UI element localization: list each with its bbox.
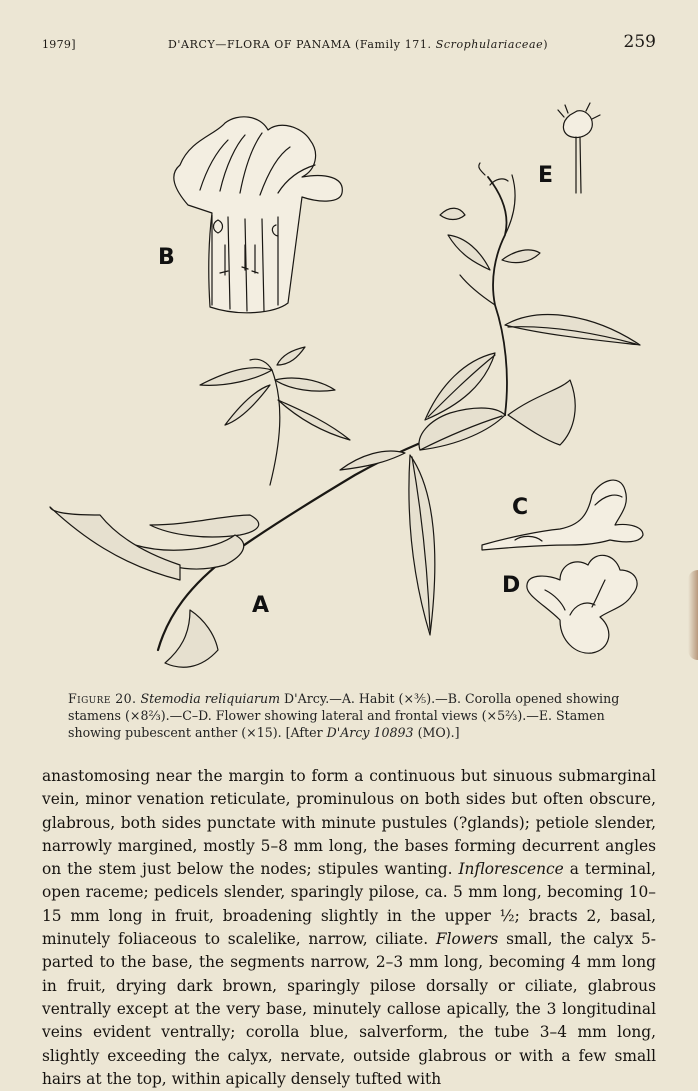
panel-label-d: D xyxy=(502,573,521,598)
botanical-illustration xyxy=(40,95,660,685)
header-year: 1979] xyxy=(42,38,76,51)
flower-frontal-drawing xyxy=(527,555,637,653)
body-text-part-1: anastomosing near the margin to form a continuous but sinuous submarginal vein, minor venation reticulate, prominulous on both sides but often obscure, glabrous, both sides punctate with minute pustules (?glands); petiole slender, narrowly margined, mostly 5–8 mm long, the bases forming decurrent angles on the stem just below the nodes; stipules wanting. xyxy=(42,767,656,879)
page-edge-shadow xyxy=(688,570,698,660)
figure-number: Figure 20. xyxy=(68,691,137,706)
header-title-suffix: ) xyxy=(543,38,549,51)
stamen-drawing xyxy=(558,103,600,193)
plant-drawing xyxy=(40,95,660,685)
corolla-opened-drawing xyxy=(174,117,342,313)
species-name: Stemodia reliquiarum xyxy=(140,691,281,706)
header-title-prefix: D'ARCY—FLORA OF PANAMA (Family 171. xyxy=(168,38,436,51)
panel-label-e: E xyxy=(538,163,554,188)
running-header xyxy=(40,32,658,60)
header-title-family: Scrophulariaceae xyxy=(435,38,544,51)
panel-label-c: C xyxy=(512,495,529,520)
page-number: 259 xyxy=(623,32,656,52)
flower-lateral-drawing xyxy=(482,480,643,550)
panel-label-b: B xyxy=(158,245,175,270)
collector-number: D'Arcy 10893 xyxy=(326,725,414,740)
caption-text: D'Arcy.—A. Habit (×⅗).—B. Corolla opened showing stamens (×8⅔).—C–D. Flower showing lateral and frontal views (×5⅔).—E. Stamen showing pubescent anther (×15). [After xyxy=(68,691,620,740)
header-running-title xyxy=(168,38,548,51)
body-text-part-3: small, the calyx 5-parted to the base, the segments narrow, 2–3 mm long, becoming 4 mm long in fruit, drying dark brown, sparingly pilose dorsally or ciliate, glabrous ventrally except at the very base, minutely callose apically, the 3 longitudinal veins evident ventrally; corolla blue, salverform, the tube 3–4 mm long, slightly exceeding the calyx, nervate, outside glabrous or with a few small hairs at the top, within apically densely tufted with xyxy=(42,930,657,1088)
body-text-part-2: a terminal, open raceme; pedicels slender, sparingly pilose, ca. 5 mm long, becoming 10–15 mm long in fruit, broadening slightly in the upper ½; bracts 2, basal, minutely foliaceous to scalelike, narrow, ciliate. xyxy=(42,860,656,949)
figure-caption xyxy=(68,690,658,741)
herbarium-code: (MO).] xyxy=(413,725,460,740)
inflorescence-heading: Inflorescence xyxy=(458,860,564,879)
panel-label-a: A xyxy=(252,593,270,618)
body-paragraph xyxy=(42,765,656,1091)
flowers-heading: Flowers xyxy=(435,930,499,949)
